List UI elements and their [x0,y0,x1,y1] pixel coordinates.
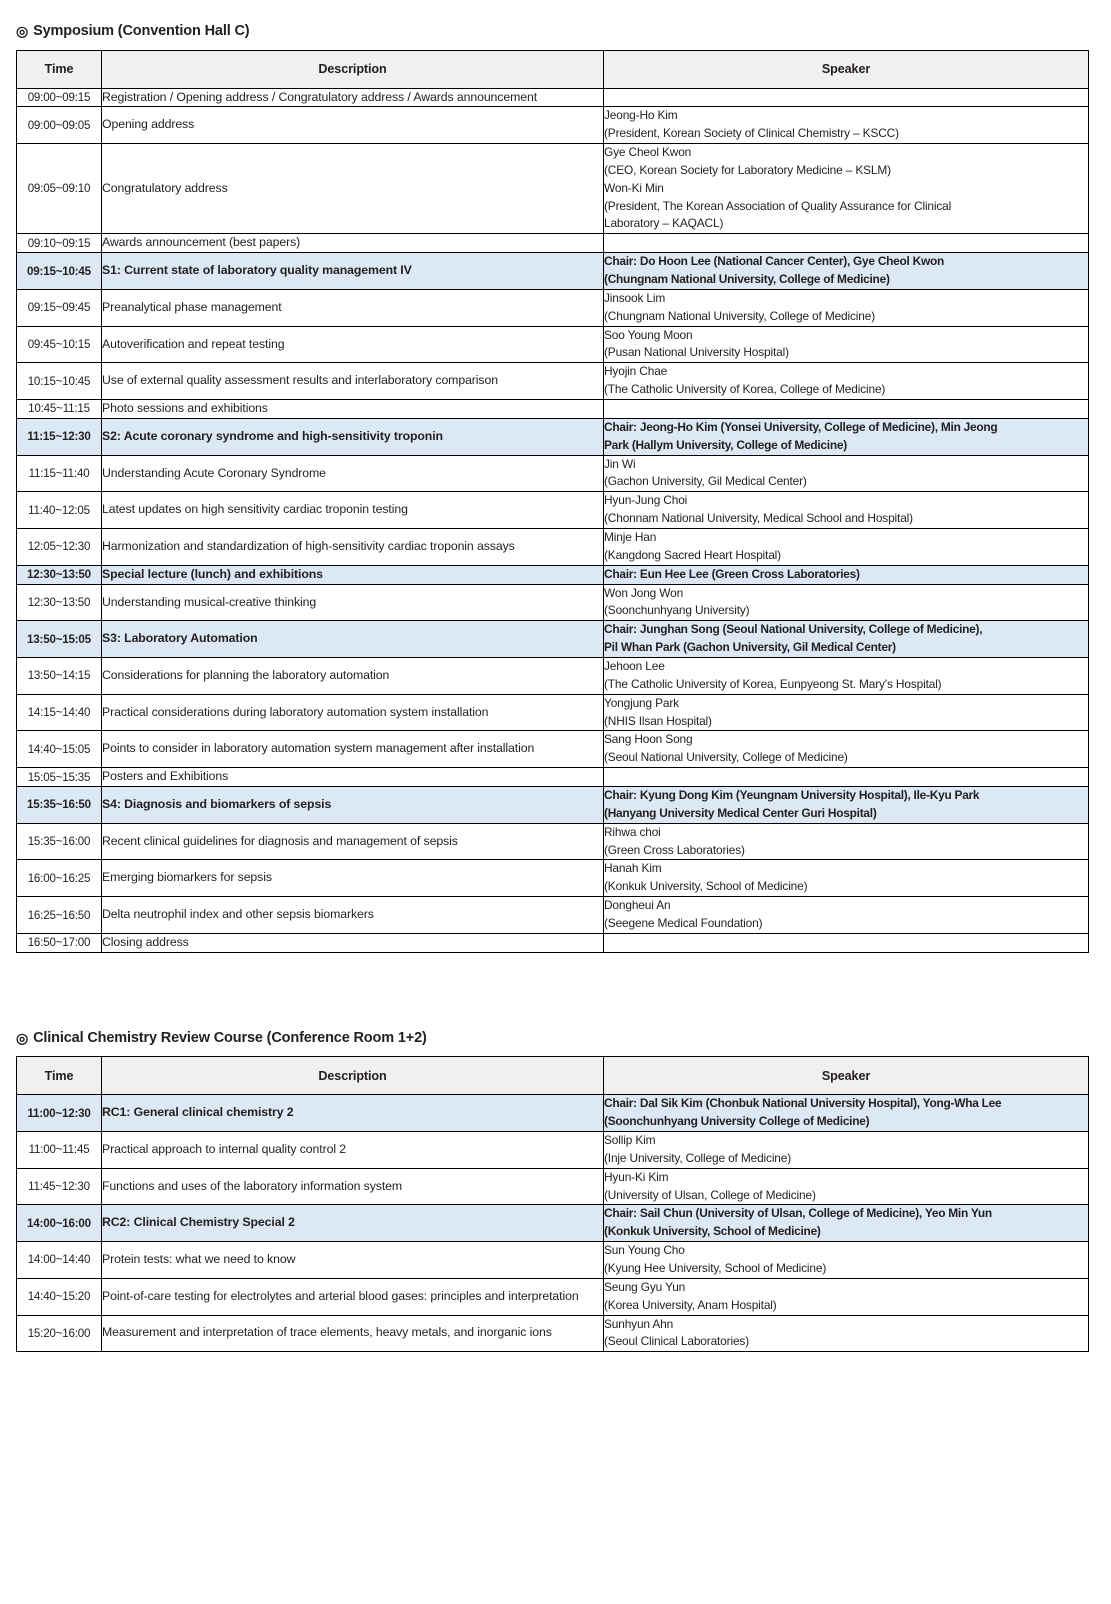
table-row [17,400,1089,419]
cell-description: Opening address [102,107,604,144]
table-row [17,768,1089,787]
speaker-line: Sang Hoon Song [604,732,693,747]
section-spacer [16,953,1095,1031]
cell-description: Preanalytical phase management [102,289,604,326]
cell-description: Latest updates on high sensitivity cardiac troponin testing [102,492,604,529]
session-header-row [17,1205,1089,1242]
cell-time: 11:15~12:30 [17,418,102,455]
cell-time: 15:35~16:00 [17,823,102,860]
schedule-table [16,1056,1089,1352]
speaker-line: (Pusan National University Hospital) [604,345,789,360]
cell-time: 09:15~10:45 [17,253,102,290]
speaker-line: (CEO, Korean Society for Laboratory Medicine – KSLM) [604,162,891,177]
table-row [17,823,1089,860]
cell-description: Photo sessions and exhibitions [102,400,604,419]
table-row [17,144,1089,234]
cell-speaker [604,1315,1089,1352]
speaker-line: Seung Gyu Yun [604,1279,686,1294]
cell-speaker [604,731,1089,768]
cell-description: S1: Current state of laboratory quality management IV [102,253,604,290]
column-header-description: Description [102,50,604,88]
table-row [17,933,1089,952]
cell-speaker [604,565,1089,584]
section-title [16,24,1095,39]
cell-time: 09:10~09:15 [17,234,102,253]
cell-speaker [604,253,1089,290]
speaker-line: Hyun-Jung Choi [604,493,688,508]
cell-speaker [604,234,1089,253]
speaker-line: Soo Young Moon [604,327,693,342]
cell-speaker [604,1168,1089,1205]
speaker-line: Hyojin Chae [604,364,668,379]
cell-description: S3: Laboratory Automation [102,621,604,658]
cell-time: 15:35~16:50 [17,787,102,824]
speaker-line: Chair: Sail Chun (University of Ulsan, College of Medicine), Yeo Min Yun [604,1206,992,1221]
cell-speaker [604,823,1089,860]
speaker-line: Hanah Kim [604,861,662,876]
speaker-line: Sunhyun Ahn [604,1316,674,1331]
cell-description: Recent clinical guidelines for diagnosis and management of sepsis [102,823,604,860]
cell-speaker [604,897,1089,934]
title-spacer [16,39,1095,50]
speaker-line: Rihwa choi [604,824,661,839]
column-header-time: Time [17,1057,102,1095]
schedule-section [16,24,1095,953]
cell-description: RC1: General clinical chemistry 2 [102,1095,604,1132]
column-header-speaker: Speaker [604,1057,1089,1095]
speaker-line: (Konkuk University, School of Medicine) [604,1224,821,1239]
table-row [17,584,1089,621]
session-header-row [17,565,1089,584]
cell-description: Understanding musical-creative thinking [102,584,604,621]
cell-description: Delta neutrophil index and other sepsis biomarkers [102,897,604,934]
cell-time: 16:00~16:25 [17,860,102,897]
cell-description: Special lecture (lunch) and exhibitions [102,565,604,584]
cell-description: Emerging biomarkers for sepsis [102,860,604,897]
cell-description: Understanding Acute Coronary Syndrome [102,455,604,492]
cell-time: 12:30~13:50 [17,565,102,584]
cell-speaker [604,107,1089,144]
cell-speaker [604,529,1089,566]
cell-speaker [604,400,1089,419]
speaker-line: Chair: Eun Hee Lee (Green Cross Laboratories) [604,566,860,581]
speaker-line: (Kyung Hee University, School of Medicine) [604,1260,827,1275]
cell-description: S4: Diagnosis and biomarkers of sepsis [102,787,604,824]
column-header-description: Description [102,1057,604,1095]
title-spacer [16,1045,1095,1056]
speaker-line: (Green Cross Laboratories) [604,842,745,857]
cell-time: 13:50~14:15 [17,658,102,695]
speaker-line: Gye Cheol Kwon [604,145,692,160]
table-row [17,107,1089,144]
session-header-row [17,418,1089,455]
cell-time: 11:15~11:40 [17,455,102,492]
section-title-text: Clinical Chemistry Review Course (Conference Room 1+2) [33,1029,427,1046]
speaker-line: (University of Ulsan, College of Medicine) [604,1187,816,1202]
speaker-line: Chair: Do Hoon Lee (National Cancer Center), Gye Cheol Kwon [604,254,945,269]
cell-speaker [604,363,1089,400]
sections-container [16,24,1095,1352]
speaker-line: Jeong-Ho Kim [604,108,678,123]
cell-speaker [604,289,1089,326]
speaker-line: Jehoon Lee [604,659,665,674]
cell-time: 16:25~16:50 [17,897,102,934]
speaker-line: (The Catholic University of Korea, Eunpyeong St. Mary's Hospital) [604,676,942,691]
cell-time: 15:05~15:35 [17,768,102,787]
cell-description: Point-of-care testing for electrolytes and arterial blood gases: principles and interpretation [102,1278,604,1315]
speaker-line: Dongheui An [604,898,671,913]
table-row [17,1242,1089,1279]
cell-time: 15:20~16:00 [17,1315,102,1352]
speaker-line: (Konkuk University, School of Medicine) [604,879,808,894]
session-header-row [17,621,1089,658]
cell-description: S2: Acute coronary syndrome and high-sensitivity troponin [102,418,604,455]
table-row [17,1168,1089,1205]
cell-description: Posters and Exhibitions [102,768,604,787]
cell-speaker [604,768,1089,787]
cell-speaker [604,418,1089,455]
cell-description: Points to consider in laboratory automation system management after installation [102,731,604,768]
table-row [17,658,1089,695]
speaker-line: Won Jong Won [604,585,684,600]
speaker-line: (Seoul National University, College of Medicine) [604,750,848,765]
cell-time: 14:40~15:20 [17,1278,102,1315]
cell-time: 09:00~09:05 [17,107,102,144]
cell-time: 10:45~11:15 [17,400,102,419]
speaker-line: (Gachon University, Gil Medical Center) [604,474,807,489]
cell-description: RC2: Clinical Chemistry Special 2 [102,1205,604,1242]
table-row [17,731,1089,768]
cell-time: 16:50~17:00 [17,933,102,952]
table-row [17,326,1089,363]
cell-time: 10:15~10:45 [17,363,102,400]
speaker-line: Chair: Kyung Dong Kim (Yeungnam University Hospital), Ile-Kyu Park [604,788,980,803]
table-row [17,455,1089,492]
cell-speaker [604,787,1089,824]
speaker-line: Yongjung Park [604,695,679,710]
cell-time: 09:15~09:45 [17,289,102,326]
table-row [17,88,1089,107]
cell-speaker [604,492,1089,529]
cell-description: Closing address [102,933,604,952]
table-row [17,234,1089,253]
speaker-line: Won-Ki Min [604,180,664,195]
cell-speaker [604,621,1089,658]
cell-speaker [604,933,1089,952]
cell-time: 14:15~14:40 [17,694,102,731]
speaker-line: (Chonnam National University, Medical School and Hospital) [604,511,913,526]
table-row [17,1131,1089,1168]
speaker-line: Chair: Jeong-Ho Kim (Yonsei University, College of Medicine), Min Jeong [604,419,998,434]
section-title-text: Symposium (Convention Hall C) [33,23,250,39]
cell-speaker [604,584,1089,621]
table-row [17,363,1089,400]
cell-time: 11:00~12:30 [17,1095,102,1132]
speaker-line: (The Catholic University of Korea, College of Medicine) [604,382,886,397]
cell-time: 13:50~15:05 [17,621,102,658]
cell-speaker [604,326,1089,363]
cell-time: 14:40~15:05 [17,731,102,768]
speaker-line: (Soonchunhyang University) [604,603,750,618]
speaker-line: (Soonchunhyang University College of Medicine) [604,1114,870,1129]
speaker-line: Park (Hallym University, College of Medicine) [604,437,847,452]
double-circle-icon: ◎ [16,1029,29,1046]
cell-description: Protein tests: what we need to know [102,1242,604,1279]
speaker-line: Minje Han [604,530,657,545]
speaker-line: (President, Korean Society of Clinical Chemistry – KSCC) [604,126,899,141]
speaker-line: (Kangdong Sacred Heart Hospital) [604,547,781,562]
speaker-line: Jin Wi [604,456,636,471]
speaker-line: Laboratory – KAQACL) [604,216,724,231]
cell-time: 11:40~12:05 [17,492,102,529]
cell-speaker [604,658,1089,695]
cell-time: 12:30~13:50 [17,584,102,621]
table-row [17,492,1089,529]
schedule-table [16,50,1089,953]
cell-time: 14:00~14:40 [17,1242,102,1279]
speaker-line: Sollip Kim [604,1132,656,1147]
speaker-line: (Seoul Clinical Laboratories) [604,1334,750,1349]
cell-time: 09:05~09:10 [17,144,102,234]
session-header-row [17,1095,1089,1132]
cell-time: 09:45~10:15 [17,326,102,363]
cell-time: 14:00~16:00 [17,1205,102,1242]
cell-speaker [604,88,1089,107]
speaker-line: Chair: Junghan Song (Seoul National University, College of Medicine), [604,622,983,637]
section-title [16,1031,1095,1046]
cell-speaker [604,1131,1089,1168]
cell-description: Considerations for planning the laboratory automation [102,658,604,695]
table-row [17,289,1089,326]
session-header-row [17,787,1089,824]
cell-speaker [604,1242,1089,1279]
cell-description: Harmonization and standardization of high-sensitivity cardiac troponin assays [102,529,604,566]
cell-description: Registration / Opening address / Congratulatory address / Awards announcement [102,88,604,107]
table-header-row [17,50,1089,88]
cell-speaker [604,694,1089,731]
table-row [17,529,1089,566]
cell-speaker [604,860,1089,897]
table-row [17,694,1089,731]
speaker-line: (Chungnam National University, College of Medicine) [604,272,890,287]
table-row [17,1315,1089,1352]
cell-description: Congratulatory address [102,144,604,234]
speaker-line: (Seegene Medical Foundation) [604,916,763,931]
cell-time: 12:05~12:30 [17,529,102,566]
speaker-line: Jinsook Lim [604,290,666,305]
session-header-row [17,253,1089,290]
cell-description: Functions and uses of the laboratory information system [102,1168,604,1205]
speaker-line: (Inje University, College of Medicine) [604,1150,792,1165]
speaker-line: (NHIS Ilsan Hospital) [604,713,712,728]
cell-speaker [604,144,1089,234]
cell-time: 09:00~09:15 [17,88,102,107]
table-header-row [17,1057,1089,1095]
cell-description: Practical approach to internal quality control 2 [102,1131,604,1168]
speaker-line: (Chungnam National University, College of Medicine) [604,308,876,323]
double-circle-icon: ◎ [16,23,29,40]
cell-description: Autoverification and repeat testing [102,326,604,363]
cell-description: Practical considerations during laboratory automation system installation [102,694,604,731]
table-row [17,860,1089,897]
speaker-line: Sun Young Cho [604,1243,685,1258]
cell-speaker [604,1278,1089,1315]
table-row [17,1278,1089,1315]
cell-speaker [604,1095,1089,1132]
cell-description: Use of external quality assessment results and interlaboratory comparison [102,363,604,400]
cell-time: 11:45~12:30 [17,1168,102,1205]
speaker-line: Pil Whan Park (Gachon University, Gil Medical Center) [604,640,896,655]
speaker-line: Chair: Dal Sik Kim (Chonbuk National University Hospital), Yong-Wha Lee [604,1096,1002,1111]
cell-description: Measurement and interpretation of trace elements, heavy metals, and inorganic ions [102,1315,604,1352]
speaker-line: (Korea University, Anam Hospital) [604,1297,777,1312]
table-row [17,897,1089,934]
speaker-line: (Hanyang University Medical Center Guri Hospital) [604,805,877,820]
cell-speaker [604,455,1089,492]
speaker-line: (President, The Korean Association of Quality Assurance for Clinical [604,198,952,213]
cell-speaker [604,1205,1089,1242]
top-spacer [16,0,1095,24]
schedule-section [16,1031,1095,1353]
cell-description: Awards announcement (best papers) [102,234,604,253]
column-header-time: Time [17,50,102,88]
speaker-line: Hyun-Ki Kim [604,1169,669,1184]
column-header-speaker: Speaker [604,50,1089,88]
cell-time: 11:00~11:45 [17,1131,102,1168]
